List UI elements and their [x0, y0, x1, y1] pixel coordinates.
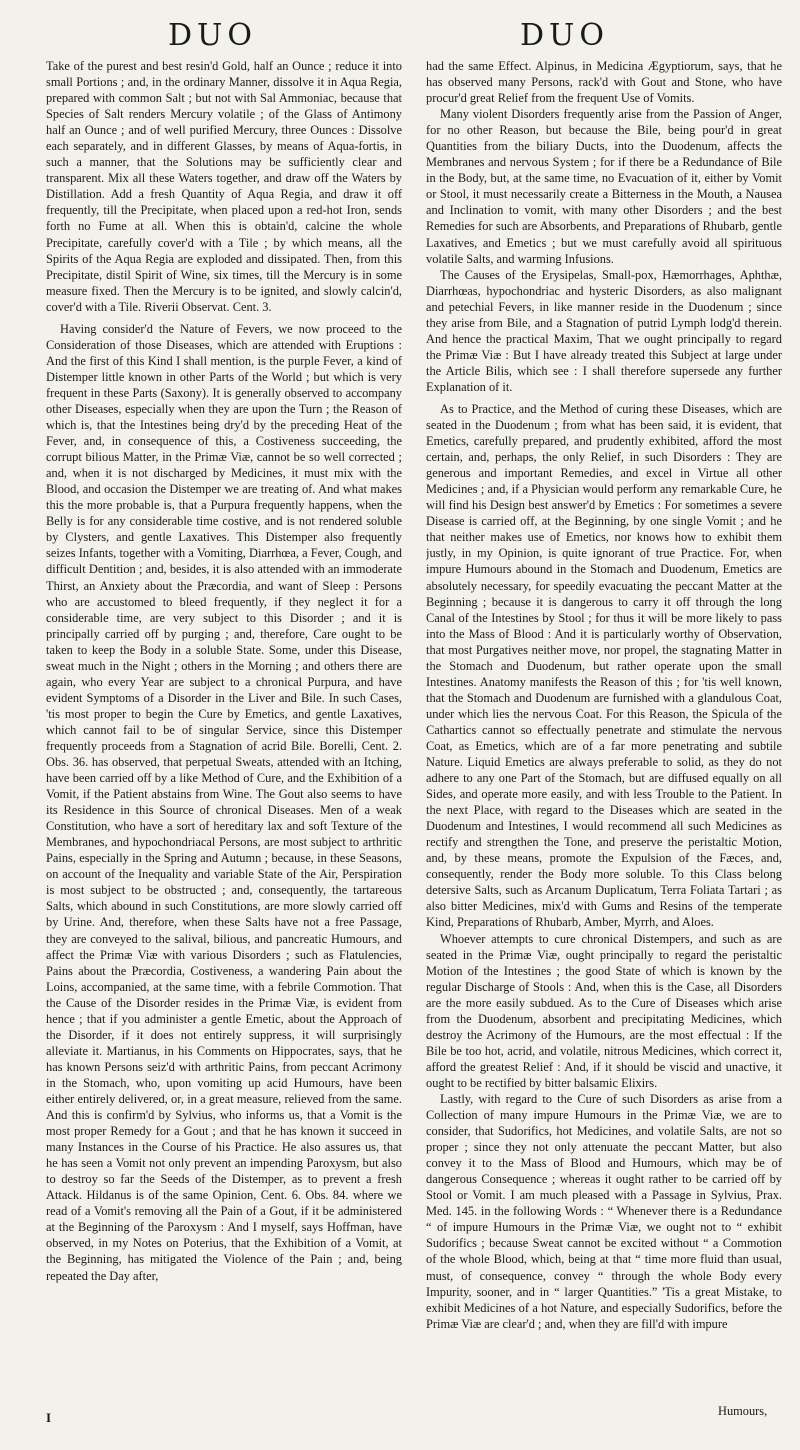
left-column [46, 58, 402, 1418]
right-column [426, 58, 782, 1418]
running-head [0, 18, 800, 52]
paragraph-continuation: had the same Effect. Alpinus, in Medicina Ægyptiorum, says, that he has observed many Persons, rack'd with Gout and Stone, who have procur'd great Relief from the frequent Use of Vomits. [426, 59, 782, 106]
catchword: Humours, [718, 1404, 768, 1418]
paragraph-practice: As to Practice, and the Method of curing these Diseases, which are seated in the Duodenum ; from what has been said, it is evident, that Emetics, carefully prepared, and prudently exhibited, afford the most certain, and, perhaps, the only Relief, in such Disorders : They are generous and important Remedies, and excel in Virtue all other Medicines ; and, if a Physician would perform any remarkable Cure, he will find his Design best answer'd by Emetics : For sometimes a severe Disease is carried off, at the Beginning, by one single Vomit ; and he that neither makes use of Emetics, nor knows how to exhibit them justly, in my Opinion, is quite ignorant of true Practice. For, when impure Humours abound in the Stomach and Duodenum, Emetics are absolutely necessary, for speedily evacuating the peccant Matter at the Beginning ; because it is dangerous to carry it off through the long Canal of the Intestines by Stool ; for thus it will be more likely to pass into the Mass of Blood : And it is particularly worthy of Observation, that most Purgatives neither move, nor propel, the stagnating Matter in the Stomach and Duodenum, but rather operate upon the small Intestines. Anatomy manifests the Reason of this ; for 'tis well known, that the Stomach and Duodenum are furnished with a glandulous Coat, under which lies the nervous Coat. For this Reason, the Spicula of the Cathartics cannot so effectually penetrate and stimulate the nervous Coat, as Emetics, which are of a far more penetrating and subtile Nature. Liquid Emetics are always preferable to solid, as they do not adhere to any one Part of the Stomach, but are diffused equally on all Sides, and operate more easily, and with less Trouble to the Patient. In the next Place, with regard to the Diseases which are seated in the Duodenum and Intestines, I would recommend all such Medicines as rectify and strengthen the Tone, and preserve the peristaltic Motion, and, by these means, promote the Expulsion of the Fæces, and, consequently, render the Body more soluble. To this Class belong detersive Salts, such as Arcanum Duplicatum, Terra Foliata Tartari ; as also bitter Medicines, mix'd with Gums and Resins of the temperate Kind, Preparations of Rhubarb, Amber, Myrrh, and Aloes. [426, 401, 782, 930]
running-head-left: DUO [168, 18, 257, 53]
paragraph-anger: Many violent Disorders frequently arise from the Passion of Anger, for no other Reason, but because the Bile, being pour'd in great Quantities from the biliary Ducts, into the Duodenum, affects the Membranes and nervous System ; for if there be a Redundance of Bile in the Body, but, at the same time, no Evacuation of it, either by Vomit or Stool, it must necessarily create a Bitterness in the Mouth, a Nausea and Inclination to vomit, with many other Disorders ; and the best Remedies for such are Absorbents, and Preparations of Rhubarb, gentle Laxatives, and Emetics ; but we must carefully avoid all spirituous volatile Salts, and warming Infusions. [426, 107, 782, 266]
signature-mark: I [46, 1410, 52, 1425]
paragraph-purple-fever: Having consider'd the Nature of Fevers, we now proceed to the Consideration of those Diseases, which are attended with Eruptions : And the first of this Kind I shall mention, is the purple Fever, a kind of Distemper little known in other Parts of the World ; but which is very frequent in these Parts (Saxony). It is generally observed to accompany other Diseases, especially when they are upon the Turn ; the Reason of which is, that the Intestines being dry'd by the preceding Heat of the Fever, and, in consequence of this, a Costiveness succeeding, the corrupt bilious Matter, in the Primæ Viæ, cannot be so well corrected ; and, when it is not discharged by Medicines, it must mix with the Blood, and occasion the Distemper we are treating of. And what makes this the more probable is, that a Purpura frequently happens, when the Belly is for any considerable time costive, and is not rendered soluble by Clysters, and gentle Laxatives. This Distemper also frequently seizes Infants, together with a Vomiting, Diarrhœa, a Fever, Cough, and difficult Dentition ; and, besides, it is also attended with an immoderate Thirst, an Anxiety about the Præcordia, and want of Sleep : Persons who are accustomed to bleed frequently, if they neglect it for a considerable time, are very subject to this Disorder ; and it is principally carried off by purging ; and, therefore, Care ought to be taken to keep the Body in a soluble State. Some, under this Disease, sweat much in the Night ; others in the Morning ; and others there are again, who every Year are subject to a chronical Purpura, and have evident Symptoms of a Disorder in the Liver and Bile. In such Cases, 'tis most proper to begin the Cure by Emetics, and gentle Laxatives, which cannot fail to be of singular Service, since this Distemper frequently proceeds from a Stagnation of acrid Bile. Borelli, Cent. 2. Obs. 36. has observed, that perpetual Sweats, attended with an Itching, have been carried off by a like Method of Cure, and the Exhibition of a Vomit, if the Patient abstains from Wine. The Gout also seems to have its Residence in this Source of chronical Diseases. Men of a weak Constitution, who have a sort of hereditary lax and soft Texture of the Membranes, and hypochondriacal Persons, are most subject to arthritic Pains, especially in the Spring and Autumn ; because, in these Seasons, on account of the Inequality and variable State of the Air, Perspiration is most subject to be obstructed ; and, consequently, the tartareous Salts, which abound in such Constitutions, are more slowly carried off by Urine. And, therefore, when these Salts have not a free Passage, they are conveyed to the salival, bilious, and pancreatic Humours, and affect the Primæ Viæ with various Disorders ; such as Flatulencies, Pains about the Præcordia, Costiveness, a wandering Pain about the Loins, accompanied, at the same time, with a febrile Commotion. That the Cause of the Disorder resides in the Primæ Viæ, is evident from hence ; that if you administer a gentle Emetic, about the Approach of the Disorder, if it does not entirely suppress, it will surprisingly alleviate it. Martianus, in his Comments on Hippocrates, says, that he has known Persons seiz'd with arthritic Pains, from peccant Acrimony in the Stomach, who, upon vomiting up acid Humours, have been either entirely delivered, or, in a great measure, relieved from the same. And this is confirm'd by Sylvius, who informs us, that a Vomit is the most proper Remedy for a Gout ; and that he has known it succeed in many Instances in the Course of his Practice. He also assures us, that he has seen a Vomit not only prevent an impending Paroxysm, but also to destroy so far the Seeds of the Distemper, as to prevent a fresh Attack. Hildanus is of the same Opinion, Cent. 6. Obs. 84. where we read of a Vomit's removing all the Pain of a Gout, if it be administered at the Beginning of the Paroxysm : And I myself, says Hoffman, have observed, in my Notes on Poterius, that the Exhibition of a Vomit, at the Beginning, has mitigated the Violence of the Pain ; and, being repeated the Day after, [46, 321, 402, 1283]
paragraph-chronical: Whoever attempts to cure chronical Distempers, and such as are seated in the Primæ Viæ, ought principally to regard the peristaltic Motion of the Intestines ; the good State of which is known by the regular Discharge of Stools : And, when this is the Case, all Disorders are the more easily subdued. As to the Cure of Diseases which arise from the Duodenum, absorbent and precipitating Medicines, which destroy the Acrimony of the Humours, are the most effectual : If the Bile be too hot, acrid, and volatile, nitrous Medicines, which correct it, afford the greatest Relief : And, if it should be viscid and unactive, it ought to be rectified by bitter balsamic Elixirs. [426, 931, 782, 1090]
paragraph-lastly: Lastly, with regard to the Cure of such Disorders as arise from a Collection of many impure Humours in the Primæ Viæ, we are to consider, that Sudorifics, hot Medicines, and volatile Salts, are not so proper ; since they not only attenuate the peccant Matter, but also convey it to the Mass of Blood and Humours, which may be of dangerous Consequence ; whereas it ought rather to be carried off by Stool or Vomit. I am much pleased with a Passage in Sylvius, Prax. Med. 145. in the following Words : “ Whenever there is a Redundance “ of impure Humours in the Primæ Viæ, we ought not to “ exhibit Sudorifics ; because Sweat cannot be excited without “ a Commotion of the whole Blood, which, being at that “ time more fluid than usual, must, of consequence, convey “ through the whole Body every Impurity, sooner, and in “ larger Quantities.” 'Tis a great Mistake, to exhibit Medicines of a hot Nature, and especially Sudorifics, before the Primæ Viæ are clear'd ; and, when they are fill'd with impure [426, 1092, 782, 1331]
running-head-right: DUO [520, 18, 609, 53]
text-columns [46, 58, 782, 1418]
paragraph-recipe: Take of the purest and best resin'd Gold, half an Ounce ; reduce it into small Portions ; and, in the ordinary Manner, dissolve it in Aqua Regia, prepared with common Salt ; but not with Sal Ammoniac, because that Species of Salt renders Mercury volatile ; of the Glass of Antimony half an Ounce ; and of well purified Mercury, three Ounces : Dissolve each separately, and in different Glasses, by means of Aqua-fortis, in such a manner, that the Solutions may be sufficiently clear and transparent. Mix all these Waters together, and draw off the Waters by Distillation. Add a fresh Quantity of Aqua Regia, and draw it off frequently, till the Precipitate, when placed upon a red-hot Iron, sends forth no Fume at all. When this is obtain'd, calcine the whole Precipitate, carefully cover'd with a Tile ; by which means, all the Spirits of the Aqua Regia are exploded and dissipated. Then, from this Precipitate, distil Spirit of Wine, six times, till the Mercury is in some measure fixed. Then the Mercury is to be ignited, and slowly calcin'd, cover'd with a Tile. Riverii Observat. Cent. 3. [46, 59, 402, 314]
paragraph-causes: The Causes of the Erysipelas, Small-pox, Hæmorrhages, Aphthæ, Diarrhœas, hypochondriac and hysteric Disorders, as also malignant and petechial Fevers, in like manner reside in the Duodenum ; since they arise from Bile, and a Stagnation of putrid Lymph lodg'd therein. And hence the practical Maxim, That we ought principally to regard the Primæ Viæ : But I have already treated this Subject at large under the Article Bilis, which see : I shall therefore supersede any further Explanation of it. [426, 267, 782, 394]
